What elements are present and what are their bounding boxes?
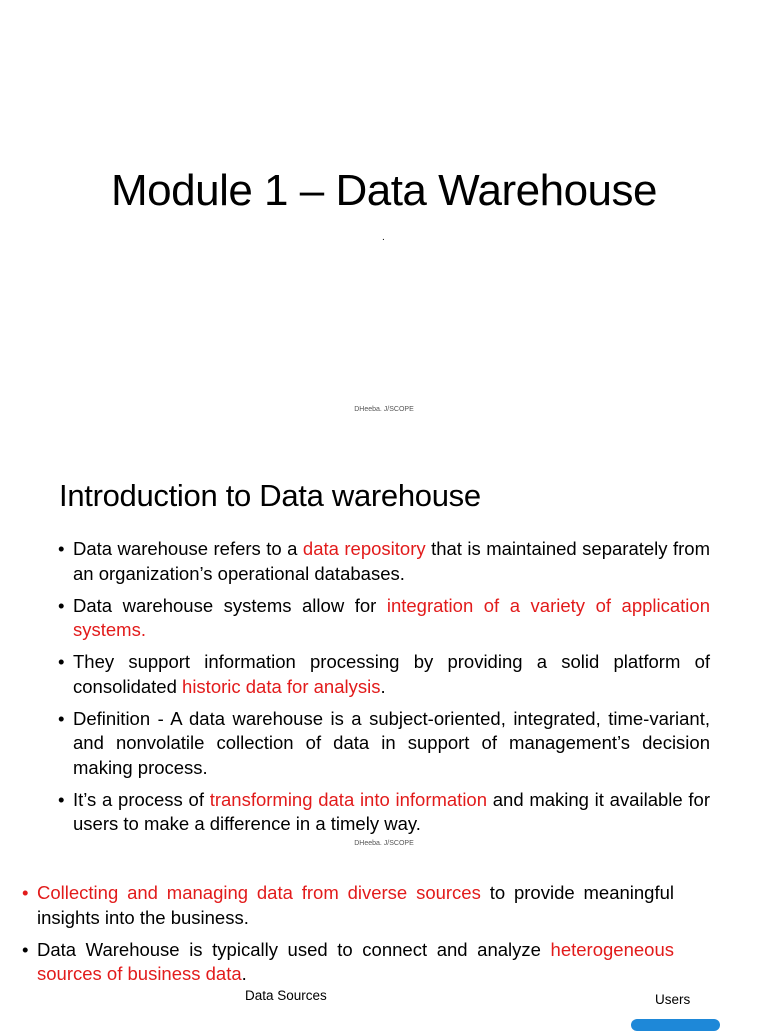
bullet-item [73, 788, 710, 837]
bullet-highlight: heterogeneous sources of business data [37, 938, 674, 984]
slide2-heading: Introduction to Data warehouse [59, 478, 481, 513]
data-sources-label: Data Sources [245, 988, 327, 1003]
bullet-text: . [380, 675, 386, 697]
bullet-text: Data warehouse systems allow for [73, 594, 387, 616]
bullet-text: Data warehouse refers to a [73, 538, 303, 559]
users-label: Users [655, 992, 691, 1007]
slide-dot: . [382, 232, 385, 243]
slide2-bullet-list [73, 537, 710, 844]
bullet-text: and making it available for users to make a difference in a timely way. [73, 788, 710, 834]
bullet-item [73, 707, 710, 781]
bullet-highlight: integration of a variety of application systems. [73, 594, 710, 640]
slide2-author-footer: DHeeba. J/SCOPE [354, 840, 414, 847]
bullet-highlight: data repository [302, 538, 426, 559]
bullet-text: Definition - A data warehouse is a subject-oriented, integrated, time-variant, and nonvolatile collection of data in support of management’s decision making process. [73, 707, 710, 778]
bullet-item [37, 881, 674, 930]
bullet-text: They support information processing by providing a solid platform of consolidated [73, 651, 710, 697]
bullet-item [37, 938, 674, 987]
bullet-item [73, 650, 710, 699]
bullet-item [73, 537, 710, 586]
bullet-item [73, 594, 710, 643]
slide3-bullet-list [37, 881, 674, 994]
bullet-highlight: transforming data into information [209, 788, 488, 810]
slide-title: Module 1 – Data Warehouse [111, 166, 657, 215]
users-shape [631, 1019, 720, 1031]
bullet-highlight: Collecting and managing data from diverse sources [37, 882, 481, 903]
bullet-text: that is maintained separately from an organization’s operational databases. [73, 538, 710, 584]
slide1-author-footer: DHeeba. J/SCOPE [354, 406, 414, 413]
bullet-text: to provide meaningful insights into the business. [37, 882, 675, 928]
bullet-text: . [241, 963, 247, 984]
bullet-text: It’s a process of [73, 788, 210, 810]
bullet-highlight: historic data for analysis [182, 675, 381, 697]
bullet-text: Data Warehouse is typically used to connect and analyze [37, 938, 551, 960]
